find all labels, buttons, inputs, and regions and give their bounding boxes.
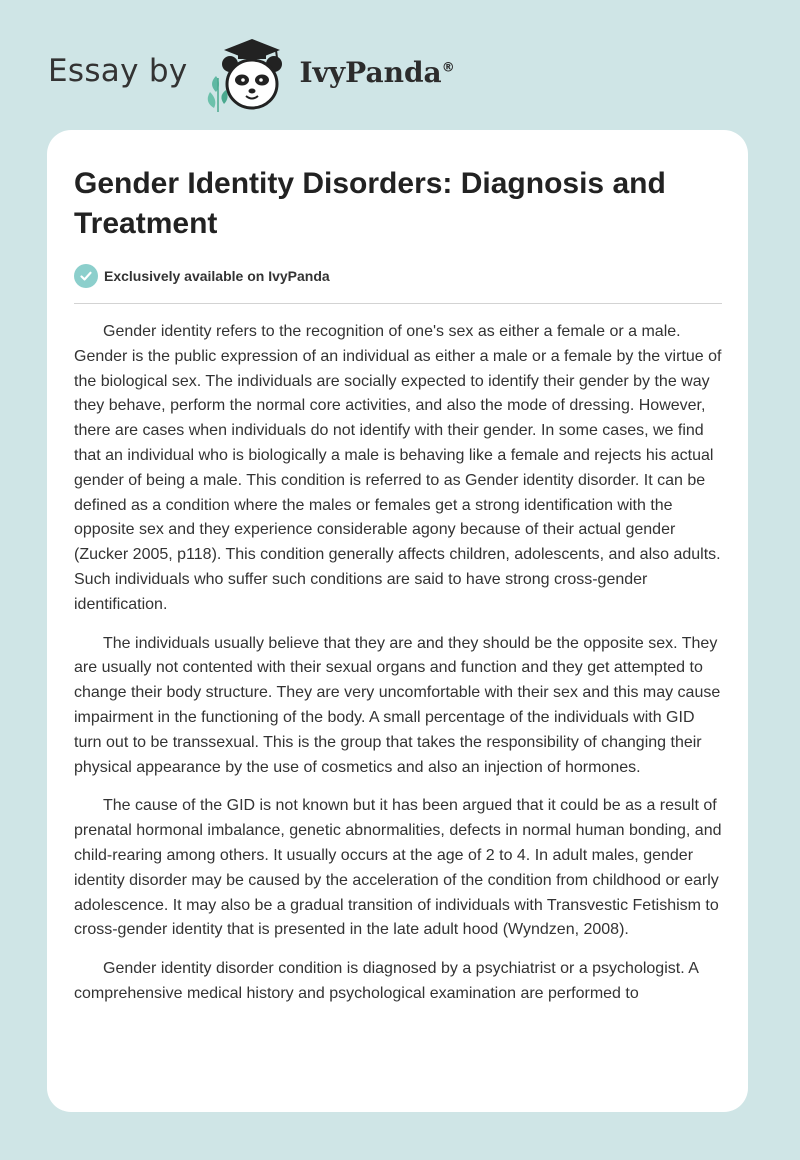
ivypanda-logo-icon[interactable]: [202, 34, 294, 114]
essay-by-label: Essay by: [48, 53, 188, 89]
essay-body: [74, 320, 724, 1021]
paragraph: The individuals usually believe that they are and they should be the opposite sex. They are usually not contented with their sexual organs and function and they get attempted to change their body structure. They are very uncomfortable with their sex and this may cause impairment in the functioning of the body. A small percentage of the individuals with GID turn out to be transsexual. This is the group that takes the responsibility of changing their physical appearance by the use of cosmetics and also an injection of hormones.: [74, 634, 721, 776]
brand-name[interactable]: [300, 56, 455, 89]
registered-mark: ®: [441, 60, 455, 76]
paragraph: Gender identity refers to the recognition of one's sex as either a female or a male. Gender is the public expression of an individual as either a male or a female by the virtue of the biological sex. The individuals are socially expected to identify their gender by the way they behave, perform the normal core activities, and also the mode of dressing. However, there are cases when individuals do not identify with their gender. In some cases, we find that an individual who is biologically a male is behaving like a female and rejects his actual gender of being a male. This condition is referred to as Gender identity disorder. It can be defined as a condition where the males or females get a strong identification with the opposite sex and they experience considerable agony because of their actual gender (Zucker 2005, p118). This condition generally affects children, adolescents, and also adults. Such individuals who suffer such conditions are said to have strong cross-gender identification.: [74, 323, 722, 613]
paragraph: Gender identity disorder condition is diagnosed by a psychiatrist or a psychologist. A comprehensive medical history and psychological examination are performed to: [74, 960, 698, 1002]
essay-title: Gender Identity Disorders: Diagnosis and Treatment: [74, 167, 666, 240]
divider: [74, 303, 722, 304]
badge-label: Exclusively available on IvyPanda: [104, 268, 330, 284]
site-header: [48, 34, 568, 114]
brand-name-text: IvyPanda: [299, 55, 442, 89]
paragraph: The cause of the GID is not known but it has been argued that it could be as a result of prenatal hormonal imbalance, genetic abnormalities, defects in normal human bonding, and child-rearing among others. It usually occurs at the age of 2 to 4. In adult males, gender identity disorder may be caused by the acceleration of the condition from childhood or early adolescence. It may also be a gradual transition of individuals with Transvestic Fetishism to cross-gender identity that is presented in the late adult hood (Wyndzen, 2008).: [74, 797, 722, 939]
checkmark-icon: [74, 264, 98, 288]
exclusive-badge: [74, 264, 330, 288]
essay-card: [47, 130, 748, 1112]
